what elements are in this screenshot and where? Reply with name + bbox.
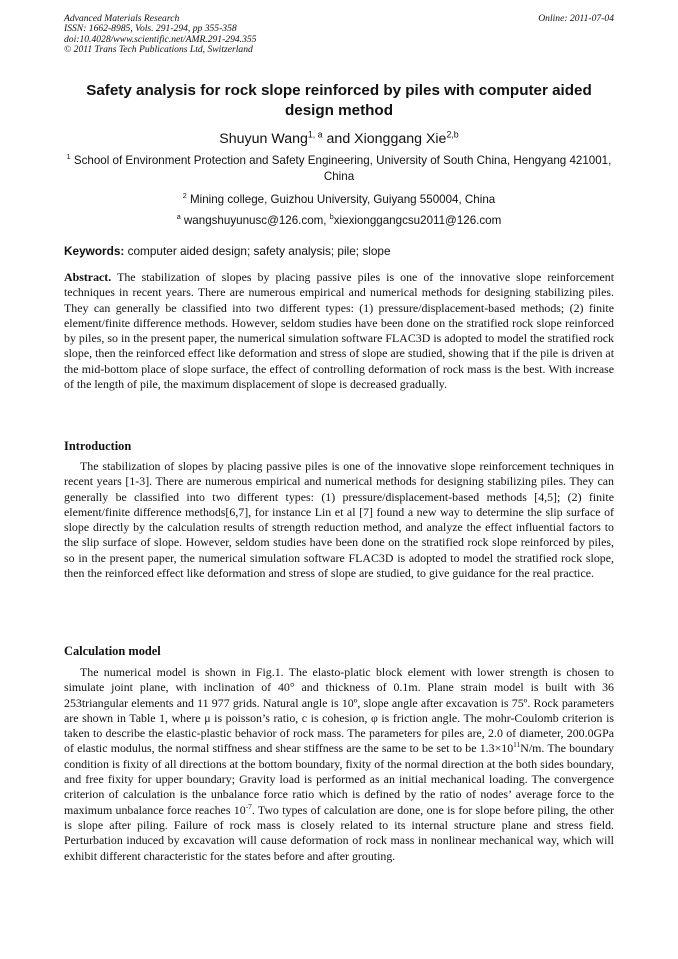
affiliation-1 xyxy=(64,153,614,185)
author-line xyxy=(64,130,614,148)
exponent: -7 xyxy=(245,801,252,811)
keywords-label: Keywords: xyxy=(64,244,125,258)
email-mark: a xyxy=(176,212,181,222)
journal-name: Advanced Materials Research xyxy=(64,13,180,24)
author-conjunction: and xyxy=(322,131,355,147)
calculation-model-paragraph xyxy=(64,665,614,864)
paragraph-text: N/m. The boundary condition is fixity of all directions at the bottom boundary, fixity of the normal direction at the both sides boundary, and free fixity for upper boundary; Gravity load is performed as an initial mechanical loading. The convergence criterion of calculation is the unbalance force ratio which is defined by the ratio of nodes’ average force to the maximum unbalance force reaches 10 xyxy=(64,741,614,817)
affiliation-2 xyxy=(64,192,614,208)
online-date: Online: 2011-07-04 xyxy=(538,13,614,24)
email-link[interactable]: xiexionggangcsu2011@126.com xyxy=(333,214,502,227)
exponent: 11 xyxy=(513,740,521,750)
paper-title: Safety analysis for rock slope reinforced by piles with computer aided design method xyxy=(86,82,592,119)
section-heading-introduction: Introduction xyxy=(64,439,132,453)
journal-doi[interactable]: doi:10.4028/www.scientific.net/AMR.291-294.355 xyxy=(64,33,257,45)
author-name: Xionggang Xie xyxy=(354,131,447,147)
affiliation-text: School of Environment Protection and Safety Engineering, University of South China, Hengyang 421001, China xyxy=(70,154,612,183)
email-mark: b xyxy=(329,212,334,222)
journal-issn: ISSN: 1662-8985, Vols. 291-294, pp 355-358 xyxy=(64,23,237,35)
author-name: Shuyun Wang xyxy=(219,131,308,147)
abstract-text: The stabilization of slopes by placing passive piles is one of the innovative slope reinforcement techniques in recent years. There are numerous empirical and numerical methods for designing stabilizing piles. They can generally be classified into two different types: (1) pressure/displacement-based methods; (2) finite element/finite difference methods. However, seldom studies have been done on the stratified rock slope reinforced by piles, so in the present paper, the numerical simulation software FLAC3D is adopted to model the stratified rock slope, then the reinforced effect like deformation and stress of slope are studied, showing that if the pile is driven at the mid-bottom place of slope surface, the effect of controlling deformation of rock mass is the best. With increase of the length of pile, the maximum displacement of slope is decreased gradually. xyxy=(64,270,614,392)
author-emails xyxy=(64,213,614,229)
abstract xyxy=(64,270,614,392)
author-affiliation-mark: 1, a xyxy=(307,129,323,140)
affiliation-mark: 1 xyxy=(66,152,71,162)
journal-info xyxy=(64,14,614,56)
abstract-label: Abstract. xyxy=(64,270,112,284)
email-link[interactable]: wangshuyunusc@126.com, xyxy=(180,214,330,227)
journal-copyright: © 2011 Trans Tech Publications Ltd, Switzerland xyxy=(64,44,253,56)
keywords xyxy=(64,243,614,259)
affiliation-mark: 2 xyxy=(182,191,187,201)
introduction-paragraph: The stabilization of slopes by placing passive piles is one of the innovative slope reinforcement techniques in recent years [1-3]. There are numerous empirical and numerical methods for designing stabilizing piles. They can generally be classified into two different types: (1) pressure/displacement-based methods [4,5]; (2) finite element/finite difference methods[6,7], for instance Lin et al [7] found a new way to determine the slip surface of slope directly by the calculation results of strength reduction method, and analyze the effect influential factors to the slip surface of slope. However, seldom studies have been done on the stratified rock slope reinforced by piles, so in the present paper, the numerical simulation software FLAC3D is adopted to model the stratified rock slope, then the reinforced effect like deformation and stress of slope are studied, to give guidance for the real practice. xyxy=(64,459,614,581)
section-heading-calculation-model: Calculation model xyxy=(64,644,161,658)
keywords-text: computer aided design; safety analysis; pile; slope xyxy=(124,244,391,258)
author-affiliation-mark: 2,b xyxy=(446,129,459,140)
journal-header xyxy=(64,14,614,56)
paragraph-text: The numerical model is shown in Fig.1. The elasto-platic block element with lower strength is chosen to simulate joint plane, with inclination of 40° and thickness of 0.1m. Plane strain model is built with 36 253triangular elements and 11 977 grids. Natural angle is 10º, slope angle after excavation is 75º. Rock parameters are shown in Table 1, where μ is poisson’s ratio, c is cohesion, φ is friction angle. The mohr-Coulomb criterion is taken to describe the elastic-plastic behavior of rock mass. The parameters for piles are, 2.0 of diameter, 200.0GPa of elastic modulus, the normal stiffness and shear stiffness are the same to be set to be 1.3×10 xyxy=(64,665,614,756)
affiliation-text: Mining college, Guizhou University, Guiyang 550004, China xyxy=(186,193,496,206)
paragraph-text: . Two types of calculation are done, one is for slope before piling, the other is slope after piling. Failure of rock mass is closely related to its internal structure plane and stress field. Perturbation induced by excavation will cause deformation of rock mass in nonlinear mechanical way, which will exhibit different characteristic for the states before and after grouting. xyxy=(64,802,614,863)
